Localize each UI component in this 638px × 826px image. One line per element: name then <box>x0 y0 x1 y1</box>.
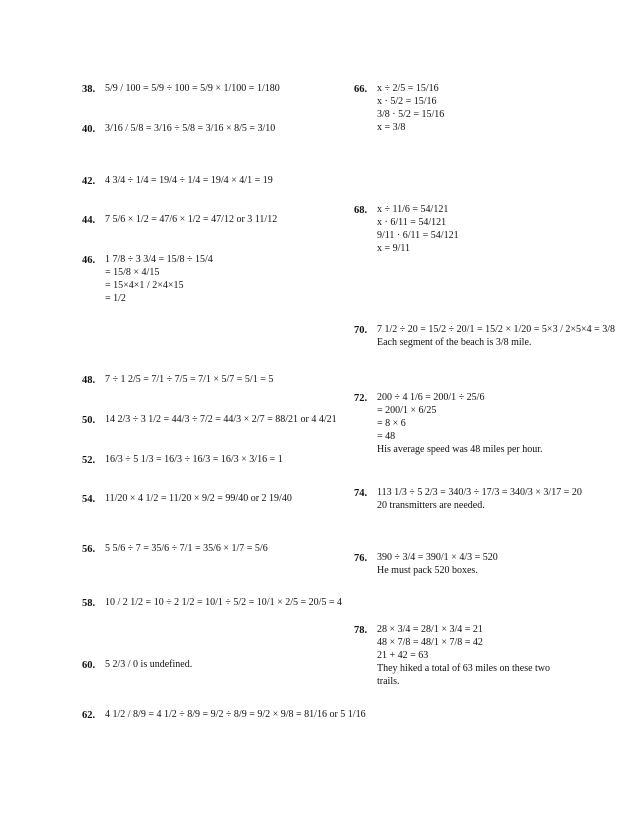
problem-number: 44. <box>82 215 96 226</box>
problem-work <box>377 205 459 254</box>
problem-work <box>105 455 283 465</box>
problem-work <box>105 415 337 425</box>
work-line: 4 3/4 ÷ 1/4 = 19/4 ÷ 1/4 = 19/4 × 4/1 = 19 <box>105 175 273 186</box>
problem-number: 38. <box>82 84 96 95</box>
work-line: 7 1/2 ÷ 20 = 15/2 ÷ 20/1 = 15/2 × 1/20 = 5×3 / 2×5×4 = 3/8 <box>377 324 616 335</box>
work-line: 1 7/8 ÷ 3 3/4 = 15/8 ÷ 15/4 <box>105 254 213 265</box>
problem-number: 74. <box>354 488 368 499</box>
problem-work <box>377 625 550 687</box>
work-line: 5/9 / 100 = 5/9 ÷ 100 = 5/9 × 1/100 = 1/180 <box>105 83 280 94</box>
work-line: = 48 <box>377 431 396 442</box>
work-line: 113 1/3 ÷ 5 2/3 = 340/3 ÷ 17/3 = 340/3 × 3/17 = 20 <box>377 487 582 498</box>
problem-number: 62. <box>82 710 96 721</box>
problem-work <box>377 325 615 348</box>
problem-work <box>105 660 192 670</box>
work-line: = 200/1 × 6/25 <box>377 405 437 416</box>
work-line: x = 3/8 <box>377 122 406 133</box>
problem-number: 68. <box>354 205 368 216</box>
work-line: = 15×4×1 / 2×4×15 <box>105 280 184 291</box>
work-line: His average speed was 48 miles per hour. <box>377 444 543 455</box>
work-line: 14 2/3 ÷ 3 1/2 = 44/3 ÷ 7/2 = 44/3 × 2/7 = 88/21 or 4 4/21 <box>105 414 337 425</box>
problem-number: 52. <box>82 455 96 466</box>
work-line: trails. <box>377 676 400 687</box>
work-line: 7 ÷ 1 2/5 = 7/1 ÷ 7/5 = 7/1 × 5/7 = 5/1 = 5 <box>105 374 274 385</box>
problem-work <box>377 553 498 576</box>
problem-work <box>105 598 342 608</box>
work-line: x ÷ 2/5 = 15/16 <box>377 83 439 94</box>
problem-work <box>105 84 280 94</box>
problem-number: 58. <box>82 598 96 609</box>
problem-number: 76. <box>354 553 368 564</box>
problem-number: 54. <box>82 494 96 505</box>
work-line: 3/16 / 5/8 = 3/16 ÷ 5/8 = 3/16 × 8/5 = 3/10 <box>105 123 276 134</box>
work-line: 4 1/2 / 8/9 = 4 1/2 ÷ 8/9 = 9/2 ÷ 8/9 = 9/2 × 9/8 = 81/16 or 5 1/16 <box>105 709 366 720</box>
work-line: 20 transmitters are needed. <box>377 500 485 511</box>
work-line: He must pack 520 boxes. <box>377 565 478 576</box>
work-line: x ÷ 11/6 = 54/121 <box>377 204 449 215</box>
work-line: 5 2/3 / 0 is undefined. <box>105 659 193 670</box>
work-line: 48 × 7/8 = 48/1 × 7/8 = 42 <box>377 637 483 648</box>
work-line: 5 5/6 ÷ 7 = 35/6 ÷ 7/1 = 35/6 × 1/7 = 5/6 <box>105 543 268 554</box>
work-line: They hiked a total of 63 miles on these two <box>377 663 551 674</box>
work-line: 10 / 2 1/2 = 10 ÷ 2 1/2 = 10/1 ÷ 5/2 = 10/1 × 2/5 = 20/5 = 4 <box>105 597 343 608</box>
work-line: 7 5/6 × 1/2 = 47/6 × 1/2 = 47/12 or 3 11/12 <box>105 214 278 225</box>
problem-work <box>105 375 273 385</box>
problem-work <box>105 255 213 304</box>
problem-work <box>105 124 275 134</box>
problem-work <box>377 393 543 455</box>
work-line: 28 × 3/4 = 28/1 × 3/4 = 21 <box>377 624 483 635</box>
problem-work <box>105 494 292 504</box>
work-line: = 1/2 <box>105 293 126 304</box>
work-line: 390 ÷ 3/4 = 390/1 × 4/3 = 520 <box>377 552 498 563</box>
work-line: Each segment of the beach is 3/8 mile. <box>377 337 532 348</box>
problem-number: 46. <box>82 255 96 266</box>
work-line: 9/11 · 6/11 = 54/121 <box>377 230 459 241</box>
work-line: 200 ÷ 4 1/6 = 200/1 ÷ 25/6 <box>377 392 485 403</box>
problem-number: 42. <box>82 176 96 187</box>
work-line: x = 9/11 <box>377 243 411 254</box>
work-line: x · 5/2 = 15/16 <box>377 96 437 107</box>
problem-number: 50. <box>82 415 96 426</box>
problem-number: 66. <box>354 84 368 95</box>
problem-work <box>105 710 366 720</box>
problem-work <box>377 488 582 511</box>
problem-work <box>105 544 268 554</box>
problem-number: 60. <box>82 660 96 671</box>
problem-number: 70. <box>354 325 368 336</box>
problem-work <box>105 215 277 225</box>
work-line: = 8 × 6 <box>377 418 406 429</box>
work-line: 3/8 · 5/2 = 15/16 <box>377 109 445 120</box>
problem-number: 56. <box>82 544 96 555</box>
work-line: 11/20 × 4 1/2 = 11/20 × 9/2 = 99/40 or 2 19/40 <box>105 493 292 504</box>
work-line: x · 6/11 = 54/121 <box>377 217 447 228</box>
problem-number: 72. <box>354 393 368 404</box>
work-line: 16/3 ÷ 5 1/3 = 16/3 ÷ 16/3 = 16/3 × 3/16 = 1 <box>105 454 283 465</box>
problem-work <box>377 84 444 133</box>
work-line: = 15/8 × 4/15 <box>105 267 160 278</box>
work-line: 21 + 42 = 63 <box>377 650 429 661</box>
problem-number: 40. <box>82 124 96 135</box>
problem-number: 78. <box>354 625 368 636</box>
problem-number: 48. <box>82 375 96 386</box>
problem-work <box>105 176 273 186</box>
